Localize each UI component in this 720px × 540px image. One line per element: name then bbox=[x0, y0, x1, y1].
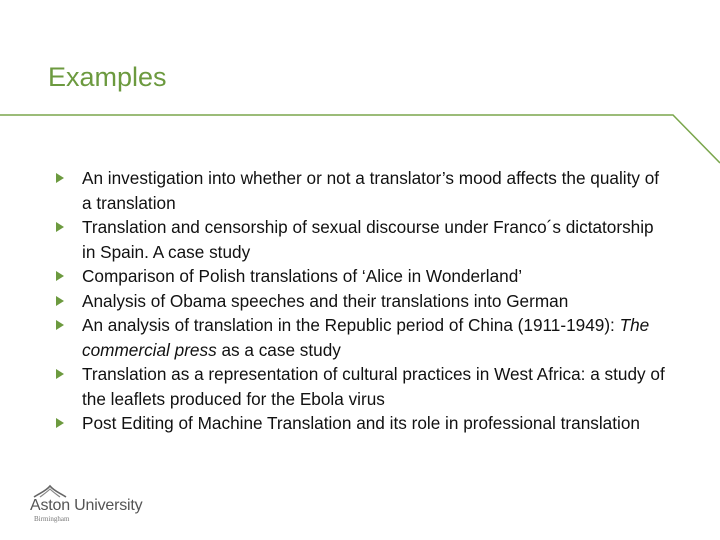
bullet-text: Translation as a representation of cultural practices in West Africa: a study of the leaflets produced for the Ebola virus bbox=[82, 364, 665, 409]
bullet-list bbox=[56, 166, 666, 436]
triangle-bullet-icon bbox=[56, 173, 64, 183]
bullet-text: An investigation into whether or not a translator’s mood affects the quality of a translation bbox=[82, 168, 660, 213]
bullet-text: Analysis of Obama speeches and their translations into German bbox=[82, 290, 569, 311]
bullet-text-after: as a case study bbox=[216, 339, 341, 360]
bullet-text-emphasis: The commercial press bbox=[82, 315, 650, 360]
list-item bbox=[56, 215, 666, 264]
list-item bbox=[56, 289, 666, 314]
triangle-bullet-icon bbox=[56, 369, 64, 379]
list-item bbox=[56, 411, 666, 436]
list-item bbox=[56, 313, 666, 362]
list-item bbox=[56, 362, 666, 411]
triangle-bullet-icon bbox=[56, 222, 64, 232]
list-item bbox=[56, 264, 666, 289]
aston-university-tree-icon bbox=[30, 484, 70, 498]
aston-university-logo bbox=[28, 484, 158, 528]
slide-title: Examples bbox=[48, 62, 167, 92]
bullet-text: Post Editing of Machine Translation and its role in professional translation bbox=[82, 413, 640, 433]
triangle-bullet-icon bbox=[56, 320, 64, 330]
logo-text: Aston University bbox=[30, 497, 143, 514]
bullet-text: Translation and censorship of sexual discourse under Franco´s dictatorship in Spain. A case study bbox=[82, 217, 654, 262]
triangle-bullet-icon bbox=[56, 296, 64, 306]
bullet-text: Comparison of Polish translations of ‘Alice in Wonderland’ bbox=[82, 266, 523, 286]
triangle-bullet-icon bbox=[56, 418, 64, 428]
list-item bbox=[56, 166, 666, 215]
triangle-bullet-icon bbox=[56, 271, 64, 281]
bullet-text-before: An analysis of translation in the Republic period of China (1911-1949): bbox=[82, 315, 620, 335]
logo-subtext: Birmingham bbox=[34, 515, 70, 523]
